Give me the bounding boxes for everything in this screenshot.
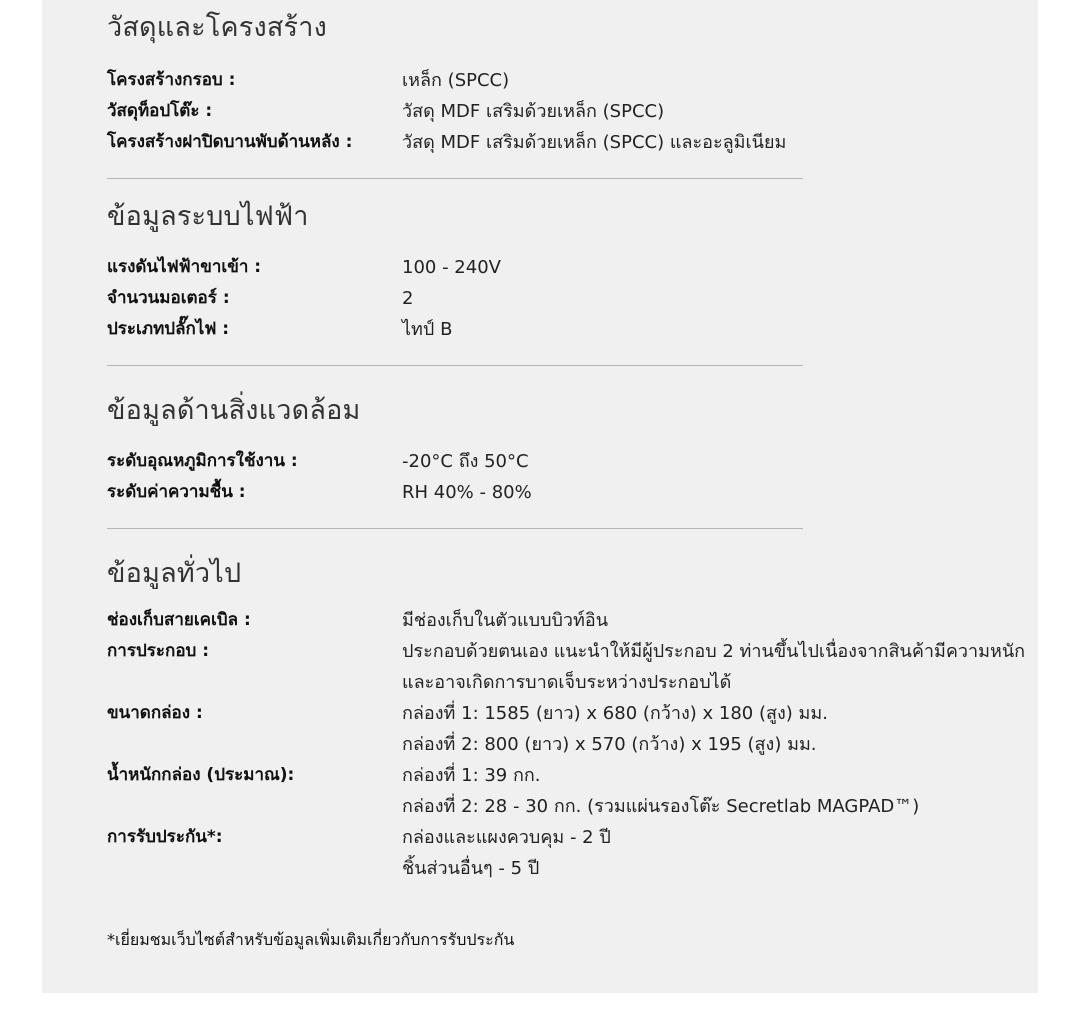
spec-value: RH 40% - 80% [402,482,532,503]
spec-label: จำนวนมอเตอร์ : [107,288,230,308]
spec-row [107,96,1007,127]
spec-value: ไทป์ B [402,319,453,340]
spec-label: ระดับอุณหภูมิการใช้งาน : [107,451,298,471]
spec-label: ขนาดกล่อง : [107,703,203,723]
spec-row [107,477,1007,508]
section-title: ข้อมูลระบบไฟฟ้า [107,201,309,232]
section-title: วัสดุและโครงสร้าง [107,12,327,43]
spec-value: ชิ้นส่วนอื่นๆ - 5 ปี [402,858,540,879]
spec-row [107,822,1007,884]
spec-value: และอาจเกิดการบาดเจ็บระหว่างประกอบได้ [402,672,732,693]
spec-label: แรงดันไฟฟ้าขาเข้า : [107,257,262,277]
spec-value: ประกอบด้วยตนเอง แนะนำให้มีผู้ประกอบ 2 ท่านขึ้นไปเนื่องจากสินค้ามีความหนัก [402,641,1026,662]
spec-label: โครงสร้างกรอบ : [107,70,236,90]
spec-label: การรับประกัน*: [107,827,223,847]
spec-value: มีช่องเก็บในตัวแบบบิวท์อิน [402,610,609,631]
spec-row [107,283,1007,314]
spec-value: กล่องที่ 1: 39 กก. [402,765,541,786]
spec-label: ระดับค่าความชื้น : [107,482,246,502]
section-title: ข้อมูลด้านสิ่งแวดล้อม [107,395,361,426]
section-divider [107,528,803,529]
spec-label: ช่องเก็บสายเคเบิล : [107,610,251,630]
spec-row [107,698,1007,760]
spec-row [107,252,1007,283]
spec-row [107,314,1007,345]
section-divider [107,178,803,179]
spec-value: 2 [402,288,414,309]
spec-row [107,760,1007,822]
section-general [107,557,1026,884]
spec-value: กล่องที่ 1: 1585 (ยาว) x 680 (กว้าง) x 180 (สูง) มม. [402,703,828,724]
spec-value: กล่องที่ 2: 28 - 30 กก. (รวมแผ่นรองโต๊ะ Secretlab MAGPAD™) [402,796,920,817]
warranty-footnote: *เยี่ยมชมเว็บไซต์สำหรับข้อมูลเพิ่มเติมเกี่ยวกับการรับประกัน [107,930,515,949]
spec-label: วัสดุท็อปโต๊ะ : [107,101,213,121]
section-materials [107,11,1007,158]
spec-label: โครงสร้างฝาปิดบานพับด้านหลัง : [107,132,353,152]
spec-row [107,605,1007,636]
section-electrical [107,200,1007,345]
section-environment [107,394,1007,508]
spec-value: กล่องที่ 2: 800 (ยาว) x 570 (กว้าง) x 195 (สูง) มม. [402,734,817,755]
spec-value: -20°C ถึง 50°C [402,451,529,472]
spec-value: กล่องและแผงควบคุม - 2 ปี [402,827,611,848]
spec-label: ประเภทปลั๊กไฟ : [107,319,230,339]
spec-value: วัสดุ MDF เสริมด้วยเหล็ก (SPCC) และอะลูมิเนียม [402,132,787,153]
section-title: ข้อมูลทั่วไป [107,558,242,589]
spec-row [107,636,1026,698]
section-divider [107,365,803,366]
spec-row [107,127,1007,158]
spec-label: การประกอบ : [107,641,210,661]
spec-value: เหล็ก (SPCC) [402,70,510,91]
spec-label: น้ำหนักกล่อง (ประมาณ): [107,765,295,785]
spec-value: 100 - 240V [402,257,501,278]
spec-value: วัสดุ MDF เสริมด้วยเหล็ก (SPCC) [402,101,665,122]
spec-row [107,446,1007,477]
spec-row [107,65,1007,96]
